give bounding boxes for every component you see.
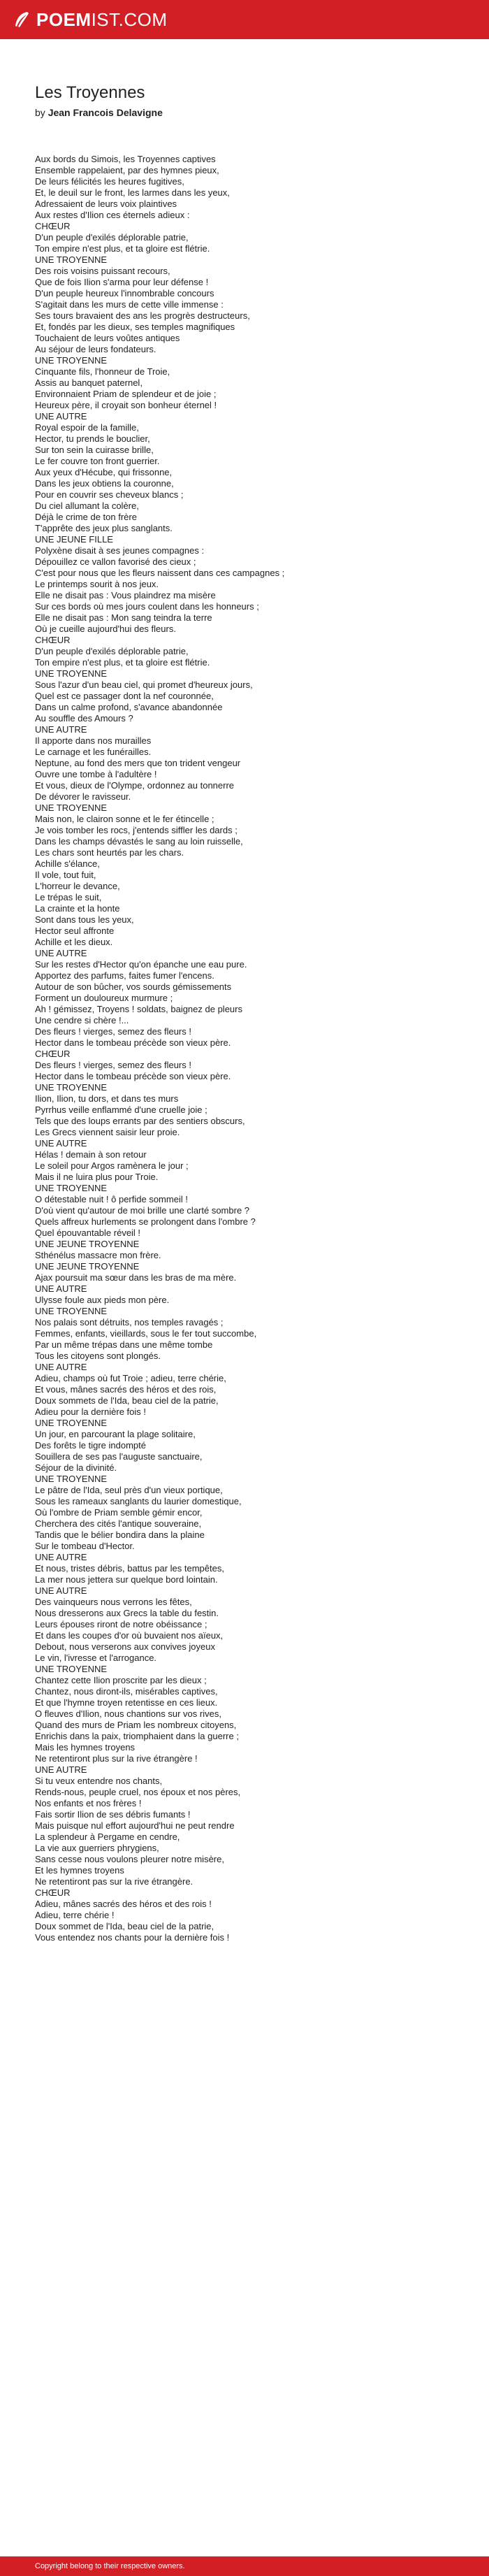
- poem-line: Séjour de la divinité.: [35, 1462, 117, 1473]
- poem-line: Des rois voisins puissant recours,: [35, 266, 170, 276]
- poem-line: Assis au banquet paternel,: [35, 377, 143, 388]
- poem-line: Ne retentiront plus sur la rive étrangère !: [35, 1753, 198, 1764]
- poem-line: Des vainqueurs nous verrons les fêtes,: [35, 1597, 192, 1607]
- poem-line: UNE TROYENNE: [35, 1082, 108, 1093]
- poem-line: UNE TROYENNE: [35, 1418, 108, 1428]
- poem-line: Quel épouvantable réveil !: [35, 1228, 141, 1238]
- poem-line: UNE AUTRE: [35, 1585, 87, 1596]
- poem-line: C'est pour nous que les fleurs naissent dans ces campagnes ;: [35, 568, 285, 578]
- poem-line: O fleuves d'Ilion, nous chantions sur vos rives,: [35, 1708, 221, 1719]
- poem-line: UNE JEUNE TROYENNE: [35, 1261, 140, 1272]
- poem-line: L'horreur le devance,: [35, 881, 120, 891]
- poem-line: Où l'ombre de Priam semble gémir encor,: [35, 1507, 203, 1518]
- poem-line: Nos palais sont détruits, nos temples ravagés ;: [35, 1317, 224, 1327]
- poem-line: Il vole, tout fuit,: [35, 870, 96, 880]
- poem-line: D'où vient qu'autour de moi brille une clarté sombre ?: [35, 1205, 250, 1216]
- poem-line: Mais puisque nul effort aujourd'hui ne peut rendre: [35, 1820, 235, 1831]
- poem-line: Mais les hymnes troyens: [35, 1742, 136, 1753]
- poem-line: Cherchera des cités l'antique souveraine,: [35, 1518, 202, 1529]
- poem-line: Ulysse foule aux pieds mon père.: [35, 1295, 170, 1305]
- poem-line: Mais il ne luira plus pour Troie.: [35, 1172, 159, 1182]
- poem-line: Dans un calme profond, s'avance abandonnée: [35, 702, 223, 712]
- poem-line: Doux sommet de l'Ida, beau ciel de la patrie,: [35, 1921, 214, 1931]
- poem-line: Chantez, nous diront-ils, misérables captives,: [35, 1686, 218, 1697]
- copyright-notice: Copyright belong to their respective owners.: [35, 2562, 185, 2570]
- poem-line: UNE AUTRE: [35, 724, 87, 735]
- poem-line: Ajax poursuit ma sœur dans les bras de ma mère.: [35, 1272, 237, 1283]
- poem-line: UNE TROYENNE: [35, 355, 108, 366]
- poem-line: Achille s'élance,: [35, 858, 100, 869]
- poem-line: Cinquante fils, l'honneur de Troie,: [35, 366, 170, 377]
- poem-line: Le soleil pour Argos ramènera le jour ;: [35, 1160, 189, 1171]
- poem-line: Et vous, dieux de l'Olympe, ordonnez au tonnerre: [35, 780, 235, 791]
- poem-line: UNE TROYENNE: [35, 803, 108, 813]
- poem-line: Leurs épouses riront de notre obéissance ;: [35, 1619, 207, 1629]
- poem-line: Il apporte dans nos murailles: [35, 735, 152, 746]
- poem-line: Des fleurs ! vierges, semez des fleurs !: [35, 1060, 191, 1070]
- poem-line: UNE AUTRE: [35, 1283, 87, 1294]
- poem-line: UNE TROYENNE: [35, 1474, 108, 1484]
- poem-line: Autour de son bûcher, vos sourds gémissements: [35, 981, 232, 992]
- poem-line: UNE TROYENNE: [35, 668, 108, 679]
- poem-line: Ah ! gémissez, Troyens ! soldats, baignez de pleurs: [35, 1004, 242, 1014]
- poem-line: UNE AUTRE: [35, 411, 87, 422]
- poem-line: Sous les rameaux sanglants du laurier domestique,: [35, 1496, 242, 1506]
- poem-line: Hector, tu prends le bouclier,: [35, 433, 150, 444]
- poem-line: Je vois tomber les rocs, j'entends siffler les dards ;: [35, 825, 238, 835]
- poem-line: Ensemble rappelaient, par des hymnes pieux,: [35, 165, 219, 175]
- poem-line: Par un même trépas dans une même tombe: [35, 1339, 213, 1350]
- poem-line: Et, le deuil sur le front, les larmes dans les yeux,: [35, 187, 230, 198]
- poem-line: Et vous, mânes sacrés des héros et des rois,: [35, 1384, 217, 1395]
- poemist-feather-logo-icon: [13, 10, 31, 29]
- poem-line: Debout, nous verserons aux convives joyeux: [35, 1641, 215, 1652]
- poem-line: T'apprête des jeux plus sanglants.: [35, 523, 173, 533]
- poem-line: Pour en couvrir ses cheveux blancs ;: [35, 489, 184, 500]
- poem-line: Où je cueille aujourd'hui des fleurs.: [35, 624, 176, 634]
- poem-line: Adressaient de leurs voix plaintives: [35, 199, 177, 209]
- poem-line: Le fer couvre ton front guerrier.: [35, 456, 160, 466]
- poem-line: Un jour, en parcourant la plage solitaire,: [35, 1429, 196, 1439]
- poem-line: Nous dresserons aux Grecs la table du festin.: [35, 1608, 219, 1618]
- poem-line: Et, fondés par les dieux, ses temples magnifiques: [35, 322, 235, 332]
- poem-line: Dans les jeux obtiens la couronne,: [35, 478, 174, 489]
- poem-line: UNE AUTRE: [35, 1764, 87, 1775]
- poem-line: Dans les champs dévastés le sang au loin ruisselle,: [35, 836, 243, 847]
- poem-line: UNE AUTRE: [35, 948, 87, 958]
- poem-line: Des forêts le tigre indompté: [35, 1440, 146, 1451]
- poem-line: Doux sommets de l'Ida, beau ciel de la patrie,: [35, 1395, 219, 1406]
- poem-line: Dépouillez ce vallon favorisé des cieux ;: [35, 556, 196, 567]
- poem-line: UNE TROYENNE: [35, 254, 108, 265]
- poem-line: Vous entendez nos chants pour la dernière fois !: [35, 1932, 230, 1943]
- poem-line: La vie aux guerriers phrygiens,: [35, 1843, 159, 1853]
- poem-line: Sur le tombeau d'Hector.: [35, 1541, 135, 1551]
- poem-line: Si tu veux entendre nos chants,: [35, 1776, 163, 1786]
- site-header: [0, 0, 489, 39]
- poem-line: UNE AUTRE: [35, 1362, 87, 1372]
- poem-line: UNE AUTRE: [35, 1138, 87, 1149]
- poem-line: Sur ces bords où mes jours coulent dans les honneurs ;: [35, 601, 259, 612]
- poem-title: Les Troyennes: [35, 83, 145, 102]
- poem-line: Tels que des loups errants par des sentiers obscurs,: [35, 1116, 245, 1126]
- poem-line: Les Grecs viennent saisir leur proie.: [35, 1127, 180, 1137]
- poem-line: Quel est ce passager dont la nef couronnée,: [35, 691, 214, 701]
- poem-line: Aux restes d'Ilion ces éternels adieux :: [35, 210, 190, 220]
- poem-line: UNE TROYENNE: [35, 1183, 108, 1193]
- poem-line: Polyxène disait à ses jeunes compagnes :: [35, 545, 205, 556]
- byline-prefix: by: [35, 107, 45, 118]
- poem-line: Apportez des parfums, faites fumer l'encens.: [35, 970, 214, 981]
- poem-line: Le printemps sourit à nos jeux.: [35, 579, 159, 589]
- poem-line: Heureux père, il croyait son bonheur éternel !: [35, 400, 217, 410]
- poem-line: Du ciel allumant la colère,: [35, 501, 139, 511]
- poem-line: Hector dans le tombeau précède son vieux père.: [35, 1071, 231, 1081]
- poem-line: Le vin, l'ivresse et l'arrogance.: [35, 1653, 157, 1663]
- poem-line: Sthénélus massacre mon frère.: [35, 1250, 161, 1260]
- poem-line: Quels affreux hurlements se prolongent dans l'ombre ?: [35, 1216, 256, 1227]
- poem-line: De dévorer le ravisseur.: [35, 791, 131, 802]
- site-logo[interactable]: [13, 10, 168, 29]
- poem-line: Une cendre si chère !...: [35, 1015, 129, 1026]
- poem-line: Et dans les coupes d'or où buvaient nos aïeux,: [35, 1630, 224, 1641]
- poem-line: Et que l'hymne troyen retentisse en ces lieux.: [35, 1697, 218, 1708]
- poem-line: D'un peuple heureux l'innombrable concours: [35, 288, 214, 298]
- poem-line: Hector seul affronte: [35, 926, 115, 936]
- poem-byline: [35, 106, 163, 119]
- site-footer: [0, 2556, 489, 2576]
- poem-line: Nos enfants et nos frères !: [35, 1798, 142, 1808]
- poem-line: Sans cesse nous voulons pleurer notre misère,: [35, 1854, 224, 1864]
- poem-line: Sous l'azur d'un beau ciel, qui promet d'heureux jours,: [35, 679, 253, 690]
- poem-line: La mer nous jettera sur quelque bord lointain.: [35, 1574, 218, 1585]
- poem-line: Enrichis dans la paix, triomphaient dans la guerre ;: [35, 1731, 239, 1741]
- poem-line: Forment un douloureux murmure ;: [35, 993, 173, 1003]
- poem-line: CHŒUR: [35, 221, 71, 231]
- poem-line: Achille et les dieux.: [35, 937, 113, 947]
- site-logo-text: POEMIST.COM: [36, 9, 168, 30]
- poem-line: Et les hymnes troyens: [35, 1865, 124, 1876]
- poem-line: CHŒUR: [35, 1887, 71, 1898]
- poem-line: Chantez cette Ilion proscrite par les dieux ;: [35, 1675, 207, 1685]
- poem-line: Adieu, champs où fut Troie ; adieu, terre chérie,: [35, 1373, 226, 1383]
- poem-line: Sur ton sein la cuirasse brille,: [35, 445, 154, 455]
- poem-line: Ouvre une tombe à l'adultère !: [35, 769, 157, 779]
- poem-line: Déjà le crime de ton frère: [35, 512, 137, 522]
- poem-line: Neptune, au fond des mers que ton trident vengeur: [35, 758, 241, 768]
- poem-line: Touchaient de leurs voûtes antiques: [35, 333, 180, 343]
- poem-line: Au souffle des Amours ?: [35, 713, 133, 724]
- poem-line: Hector dans le tombeau précède son vieux père.: [35, 1037, 231, 1048]
- poem-line: Adieu, mânes sacrés des héros et des rois !: [35, 1899, 212, 1909]
- poem-line: Royal espoir de la famille,: [35, 422, 139, 433]
- poem-line: UNE TROYENNE: [35, 1306, 108, 1316]
- poem-line: Fais sortir Ilion de ses débris fumants !: [35, 1809, 191, 1820]
- poem-line: Ilion, Ilion, tu dors, et dans tes murs: [35, 1093, 179, 1104]
- poem-line: UNE AUTRE: [35, 1552, 87, 1562]
- poem-line: S'agitait dans les murs de cette ville immense :: [35, 299, 224, 310]
- poem-line: Des fleurs ! vierges, semez des fleurs !: [35, 1026, 191, 1037]
- poem-line: Femmes, enfants, vieillards, sous le fer tout succombe,: [35, 1328, 257, 1339]
- poem-line: Le trépas le suit,: [35, 892, 102, 902]
- poem-line: Mais non, le clairon sonne et le fer étincelle ;: [35, 814, 214, 824]
- poem-line: Sur les restes d'Hector qu'on épanche une eau pure.: [35, 959, 247, 970]
- poem-line: CHŒUR: [35, 1049, 71, 1059]
- poem-line: Adieu, terre chérie !: [35, 1910, 115, 1920]
- poem-line: D'un peuple d'exilés déplorable patrie,: [35, 646, 189, 656]
- poem-line: Au séjour de leurs fondateurs.: [35, 344, 156, 354]
- poem-line: Tandis que le bélier bondira dans la plaine: [35, 1530, 205, 1540]
- poem-line: Le carnage et les funérailles.: [35, 747, 152, 757]
- poem-line: UNE JEUNE TROYENNE: [35, 1239, 140, 1249]
- poem-line: La crainte et la honte: [35, 903, 120, 914]
- poem-line: Ton empire n'est plus, et ta gloire est flétrie.: [35, 657, 210, 668]
- poem-line: UNE TROYENNE: [35, 1664, 108, 1674]
- poem-line: Ses tours bravaient des ans les progrès destructeurs,: [35, 310, 250, 321]
- poem-line: Hélas ! demain à son retour: [35, 1149, 147, 1160]
- poem-line: Les chars sont heurtés par les chars.: [35, 847, 184, 858]
- author-name[interactable]: Jean Francois Delavigne: [48, 107, 163, 118]
- poem-line: Tous les citoyens sont plongés.: [35, 1351, 161, 1361]
- poem-line: Adieu pour la dernière fois !: [35, 1406, 146, 1417]
- poem-line: Environnaient Priam de splendeur et de joie ;: [35, 389, 217, 399]
- poem-line: Aux yeux d'Hécube, qui frissonne,: [35, 467, 173, 477]
- poem-line: Ton empire n'est plus, et ta gloire est flétrie.: [35, 243, 210, 254]
- poem-line: Rends-nous, peuple cruel, nos époux et nos pères,: [35, 1787, 241, 1797]
- poem-line: Souillera de ses pas l'auguste sanctuaire,: [35, 1451, 203, 1462]
- poem-line: Pyrrhus veille enflammé d'une cruelle joie ;: [35, 1104, 207, 1115]
- poem-line: De leurs félicités les heures fugitives,: [35, 176, 184, 187]
- poem-line: Sont dans tous les yeux,: [35, 914, 134, 925]
- poem-line: La splendeur à Pergame en cendre,: [35, 1832, 180, 1842]
- poem-line: Le pâtre de l'Ida, seul près d'un vieux portique,: [35, 1485, 223, 1495]
- poem-line: D'un peuple d'exilés déplorable patrie,: [35, 232, 189, 243]
- poem-line: Ne retentiront pas sur la rive étrangère.: [35, 1876, 194, 1887]
- poem-line: Aux bords du Simois, les Troyennes captives: [35, 154, 216, 164]
- poem-body: [35, 154, 454, 1943]
- poem-line: Elle ne disait pas : Mon sang teindra la terre: [35, 612, 212, 623]
- poem-line: Que de fois Ilion s'arma pour leur défense !: [35, 277, 209, 287]
- poem-line: Quand des murs de Priam les nombreux citoyens,: [35, 1720, 237, 1730]
- poem-line: UNE JEUNE FILLE: [35, 534, 113, 545]
- poem-line: CHŒUR: [35, 635, 71, 645]
- poem-line: Et nous, tristes débris, battus par les tempêtes,: [35, 1563, 224, 1574]
- poem-line: O détestable nuit ! ô perfide sommeil !: [35, 1194, 188, 1204]
- poem-line: Elle ne disait pas : Vous plaindrez ma misère: [35, 590, 216, 600]
